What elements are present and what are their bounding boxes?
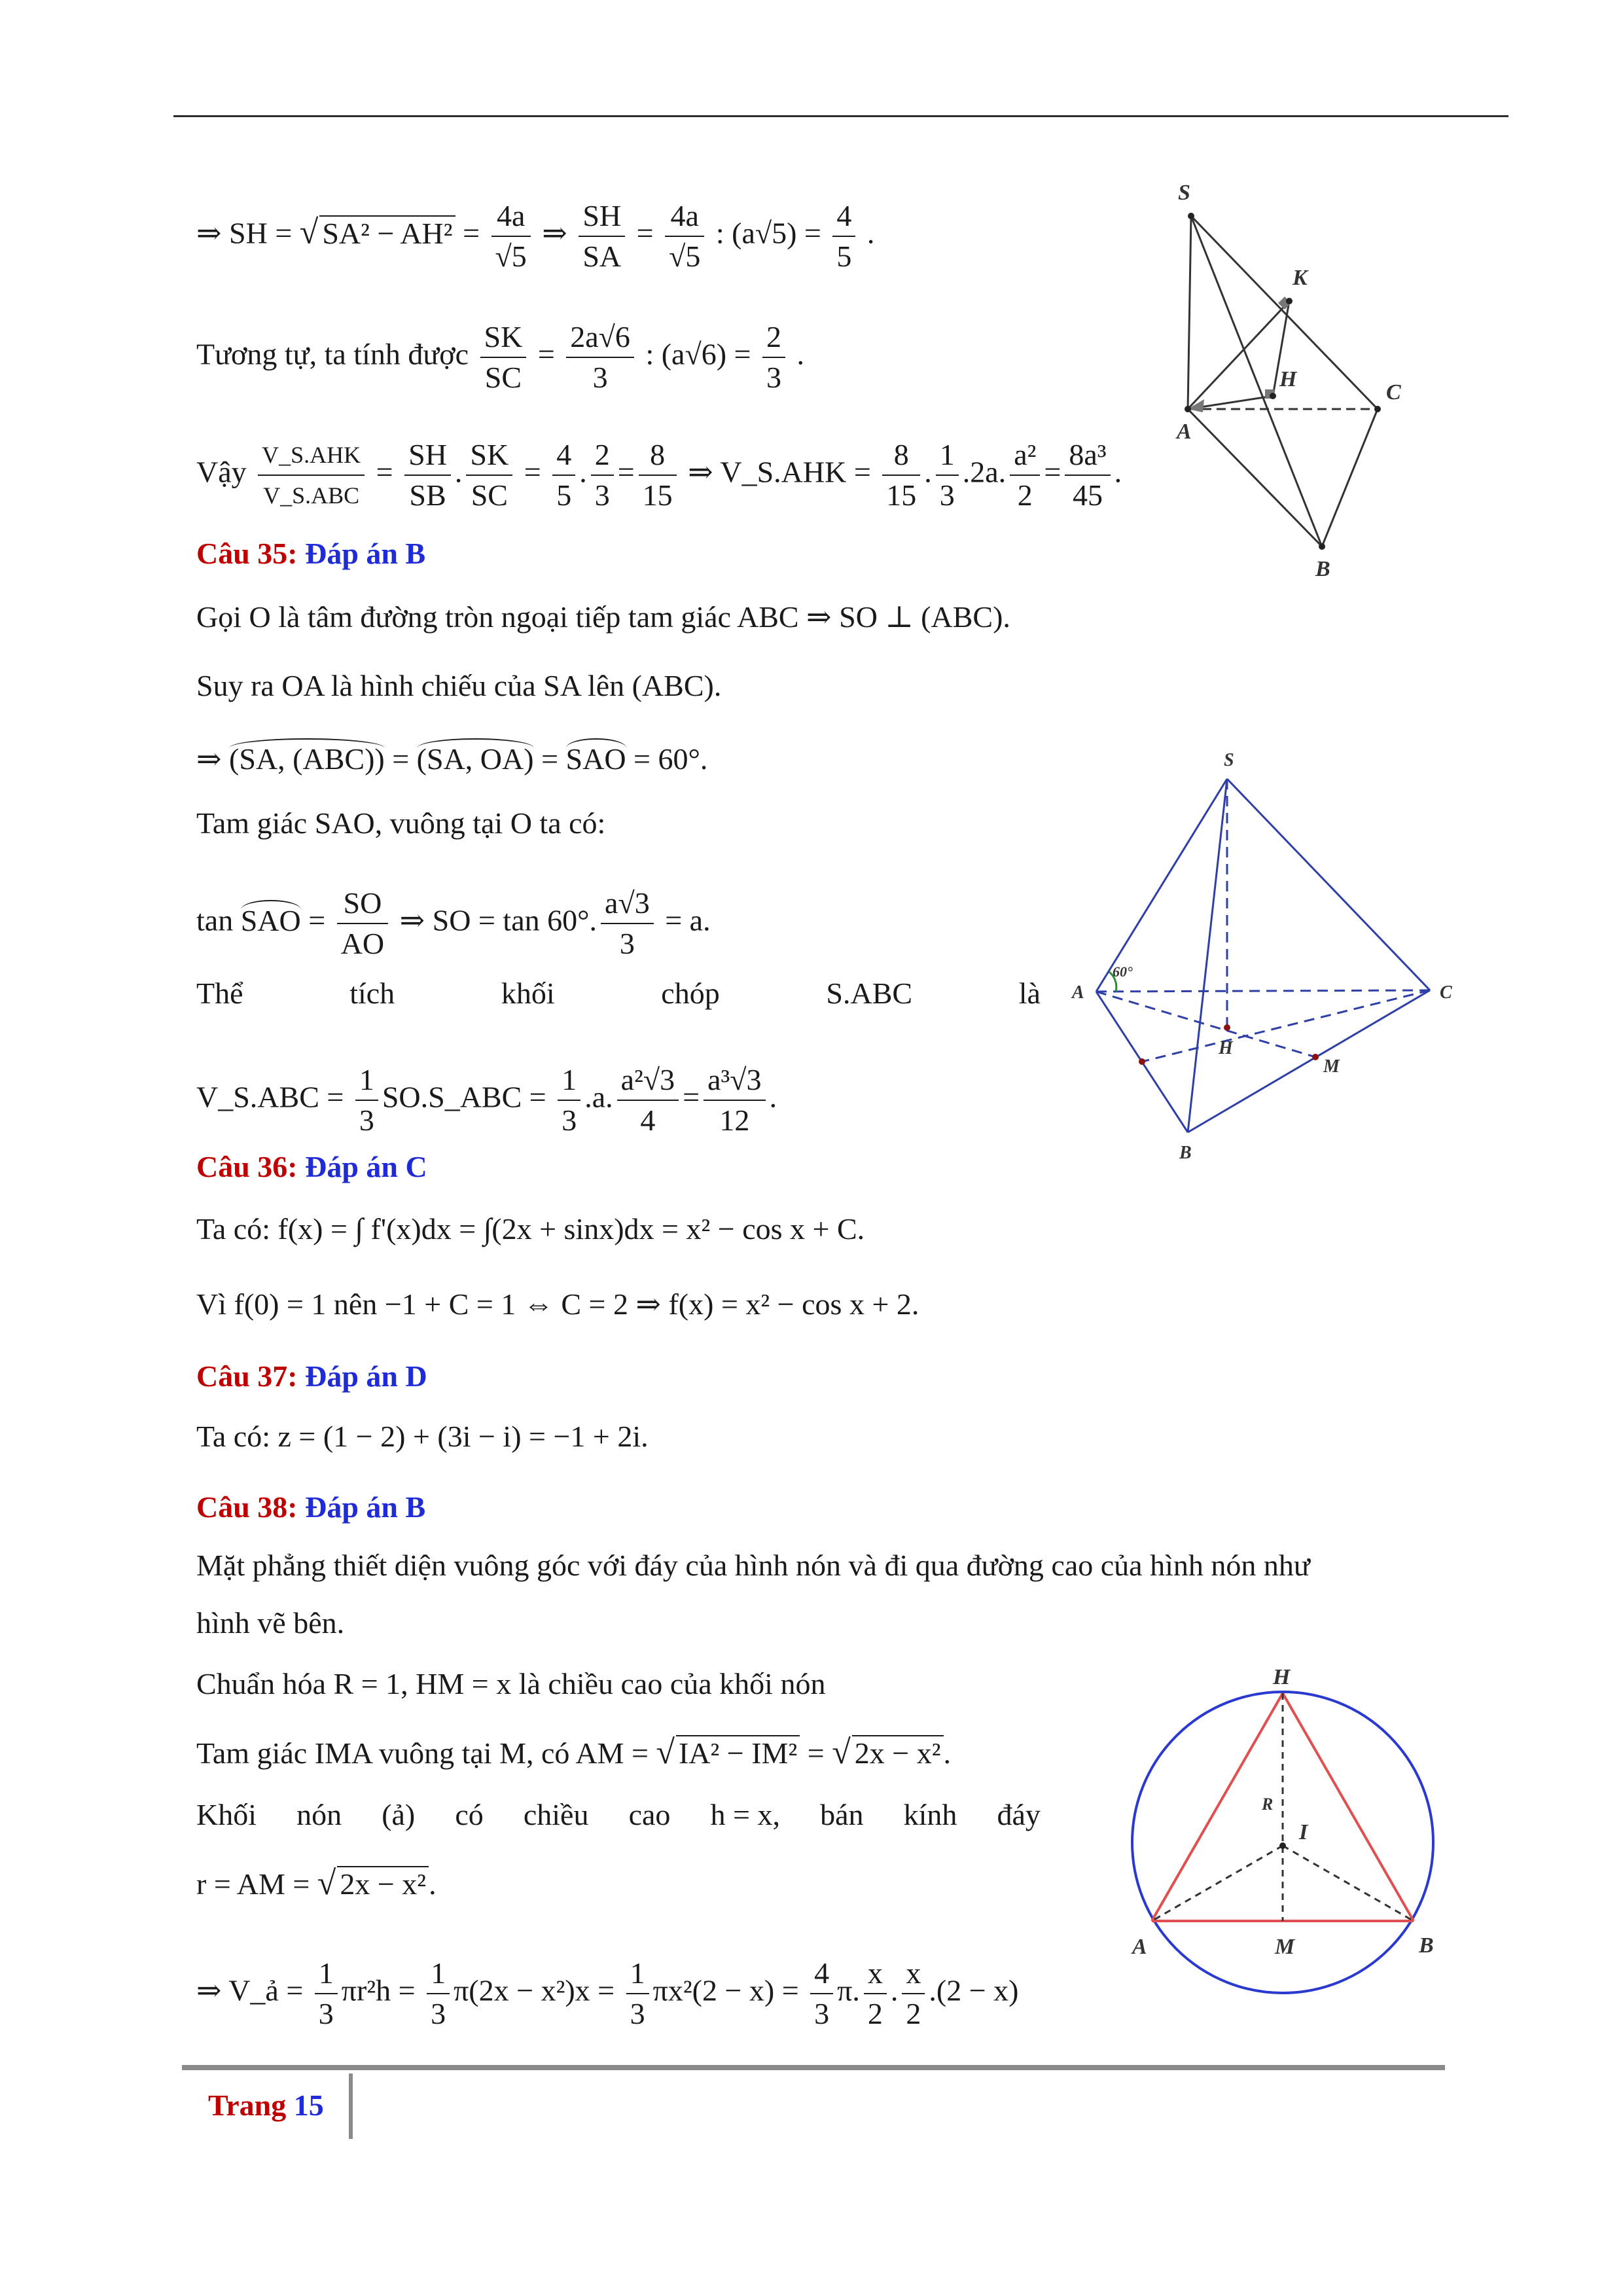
label-s: S (1178, 181, 1190, 205)
fraction: $\frac{8}{15}$ (882, 435, 920, 515)
fraction: $\frac{1}{3}$ (936, 435, 959, 515)
fraction: $\frac{SK}{SC}$ (466, 435, 512, 515)
expr: ⇒ V_S.AHK = (688, 455, 871, 489)
expr: . (796, 337, 804, 371)
q38-am-line: Tam giác IMA vuông tại M, có AM = √ IA² − IM² = √ 2x − x². (196, 1734, 951, 1771)
fraction: $\frac{1}{3}$ (558, 1060, 580, 1140)
footer-label: Trang (208, 2089, 287, 2122)
edge-ab (1188, 409, 1322, 547)
question-38-heading (196, 1489, 425, 1526)
answer-label: Đáp án D (305, 1359, 427, 1393)
figure-pyramid-sahk (1152, 164, 1427, 596)
fraction: $\frac{\text{a²√3}}{4}$ (617, 1060, 679, 1140)
paragraph: Suy ra OA là hình chiếu của SA lên (ABC). (196, 669, 722, 702)
radicand: SA² − AH² (319, 215, 455, 251)
implies-symbol: ⇒ (196, 216, 222, 250)
label-s: S (1224, 750, 1234, 770)
edge-sa (1188, 216, 1191, 409)
fraction: $\frac{8}{15}$ (639, 435, 677, 515)
figure-pyramid-60deg (1067, 733, 1472, 1178)
fraction: $\frac{SH}{SA}$ (579, 196, 625, 276)
expr: = (524, 455, 541, 489)
text: Tương tự, ta tính được (196, 337, 469, 371)
label-a: A (1132, 1935, 1147, 1959)
fraction: $\frac{4}{3}$ (810, 1954, 833, 2034)
fraction: $\frac{SH}{SB}$ (404, 435, 451, 515)
fraction: $\frac{\text{a²}}{2}$ (1010, 435, 1040, 515)
angle-arc: SAO (241, 900, 301, 938)
label-c: C (1440, 982, 1452, 1003)
radius-ia (1152, 1846, 1283, 1921)
label-b: B (1179, 1143, 1192, 1163)
answer-label: Đáp án B (305, 537, 426, 570)
fraction: $\frac{2}{3}$ (762, 317, 785, 397)
label-r: R (1262, 1795, 1274, 1814)
fraction: $\frac{1}{3}$ (355, 1060, 378, 1140)
paragraph: Chuẩn hóa R = 1, HM = x là chiều cao của khối nón (196, 1667, 826, 1700)
paragraph: Ta có: f(x) = ∫ f'(x)dx = ∫(2x + sinx)dx = x² − cos x + C. (196, 1212, 865, 1246)
expr: SH = (229, 216, 293, 250)
label-m: M (1275, 1935, 1295, 1959)
fraction: $\frac{4a}{√5}$ (665, 196, 704, 276)
implies-symbol: ⇒ (542, 216, 567, 250)
q35-angle-line: ⇒ (SA, (ABC)) = (SA, OA) = SAO = 60°. (196, 738, 707, 778)
fraction: $\frac{a√3}{3}$ (601, 884, 654, 963)
edge-cb (1322, 409, 1378, 547)
radicand: 2x − x² (337, 1866, 429, 1901)
expr: = (636, 216, 654, 250)
expr: = (376, 455, 393, 489)
label-m: M (1323, 1056, 1340, 1077)
paragraph: Tam giác SAO, vuông tại O ta có: (196, 806, 606, 840)
page-footer (208, 2088, 324, 2123)
fraction: $\frac{\text{8a³}}{45}$ (1065, 435, 1110, 515)
label-a: A (1177, 420, 1192, 444)
q35-tan-line: tan SAO = $\frac{SO}{AO}$ ⇒ SO = tan 60°. $\frac{a√3}{3}$ = a. (196, 884, 711, 963)
q35-volume-intro: Thể tích khối chóp S.ABC là (196, 977, 1041, 1010)
question-35-heading (196, 535, 425, 572)
label-b: B (1419, 1933, 1434, 1958)
answer-label: Đáp án C (305, 1150, 427, 1183)
sol34-line1: ⇒ SH = √ SA² − AH² = $\frac{4a}{√5}$ ⇒ $\frac{SH}{SA}$ = $\frac{4a}{√5}$ : (a√5) = $\frac{4}{5}$ . (196, 196, 874, 276)
edge-sc (1227, 779, 1430, 990)
median-c (1142, 990, 1430, 1062)
radicand: IA² − IM² (676, 1735, 800, 1770)
question-37-heading (196, 1358, 427, 1395)
question-label: Câu 37: (196, 1359, 298, 1393)
fraction: $\frac{SK}{SC}$ (480, 317, 527, 397)
expr: = (537, 337, 555, 371)
question-36-heading (196, 1149, 427, 1185)
fraction: $\frac{4}{5}$ (552, 435, 575, 515)
label-h: H (1219, 1038, 1233, 1058)
label-c: C (1386, 380, 1401, 404)
label-k: K (1293, 266, 1308, 290)
fraction: $\frac{4a}{√5}$ (491, 196, 531, 276)
paragraph: Ta có: z = (1 − 2) + (3i − i) = −1 + 2i. (196, 1420, 649, 1453)
label-angle: 60° (1113, 963, 1133, 980)
sol34-line3: Vậy $\frac{\text{V\_S.AHK}}{\text{V\_S.ABC}}$ = $\frac{SH}{SB}$ . $\frac{SK}{SC}$ = $\frac{4}{5}$ . $\frac{2}{3}$ = $\frac{8}{15}$ ⇒ V_S.AHK = $\frac{8}{15}$ . $\frac{1}{3}$ .2a. $\frac{\text{a²}}{2}$ = $\frac{\text{8a³}}{45}$ . (196, 435, 1122, 515)
label-a: A (1072, 982, 1084, 1003)
label-h: H (1279, 367, 1297, 391)
question-label: Câu 35: (196, 537, 298, 570)
label-h: H (1273, 1665, 1291, 1689)
radius-ib (1283, 1846, 1414, 1921)
median-am (1096, 992, 1315, 1057)
expr: : (a√5) = (715, 216, 821, 250)
page-number: 15 (293, 2089, 324, 2122)
answer-label: Đáp án B (305, 1490, 426, 1524)
paragraph: Vì f(0) = 1 nên −1 + C = 1 ⇔ C = 2 ⇒ f(x) = x² − cos x + 2. (196, 1287, 919, 1321)
angle-arc: SAO (566, 738, 626, 776)
fraction: $\frac{1}{3}$ (315, 1954, 338, 2034)
fraction: $\frac{x}{2}$ (902, 1954, 925, 2034)
label-i: I (1299, 1820, 1308, 1844)
question-label: Câu 38: (196, 1490, 298, 1524)
expr: . (866, 216, 875, 250)
fraction: $\frac{4}{5}$ (832, 196, 855, 276)
figure-cone-section (1113, 1665, 1466, 1993)
fraction: $\frac{2}{3}$ (591, 435, 614, 515)
fraction: $\frac{\text{a³√3}}{12}$ (704, 1060, 765, 1140)
edge-ac (1096, 990, 1430, 992)
q38-volume-formula: ⇒ V_ả = $\frac{1}{3}$ πr²h = $\frac{1}{3}$ π(2x − x²)x = $\frac{1}{3}$ πx²(2 − x) = $\frac{4}{3}$ π. $\frac{x}{2}$ . $\frac{x}{2}$ .(2 − x) (196, 1954, 1019, 2034)
header-rule (173, 115, 1508, 117)
edge-hb (1283, 1693, 1414, 1921)
q35-volume-formula: V_S.ABC = $\frac{1}{3}$ SO.S_ABC = $\frac{1}{3}$ .a. $\frac{\text{a²√3}}{4}$ = $\frac{\text{a³√3}}{12}$ . (196, 1060, 777, 1140)
text: Vậy (196, 455, 247, 489)
footer-rule (182, 2065, 1445, 2070)
fraction: $\frac{x}{2}$ (864, 1954, 887, 2034)
fraction: $\frac{2a√6}{3}$ (566, 317, 634, 397)
question-label: Câu 36: (196, 1150, 298, 1183)
edge-cb (1188, 990, 1430, 1132)
label-b: B (1315, 557, 1330, 581)
angle-arc: (SA, (ABC)) (229, 738, 385, 776)
fraction: $\frac{\text{V\_S.AHK}}{\text{V\_S.ABC}}$ (258, 435, 365, 515)
sol34-line2 (196, 317, 804, 397)
fraction: $\frac{SO}{AO}$ (337, 884, 388, 963)
paragraph: hình vẽ bên. (196, 1606, 345, 1640)
q38-cone-intro: Khối nón (ả) có chiều cao h = x, bán kính đáy (196, 1798, 1041, 1831)
angle-arc: (SA, OA) (417, 738, 534, 776)
expr: : (a√6) = (645, 337, 751, 371)
fraction: $\frac{1}{3}$ (427, 1954, 450, 2034)
paragraph: Gọi O là tâm đường tròn ngoại tiếp tam giác ABC ⇒ SO ⊥ (ABC). (196, 600, 1010, 634)
paragraph: Mặt phẳng thiết diện vuông góc với đáy của hình nón và đi qua đường cao của hình nón như (196, 1549, 1310, 1582)
q38-r-line: r = AM = √ 2x − x². (196, 1865, 437, 1902)
radicand: 2x − x² (852, 1735, 944, 1770)
footer-divider (349, 2073, 353, 2139)
expr: = (463, 216, 480, 250)
fraction: $\frac{1}{3}$ (626, 1954, 649, 2034)
